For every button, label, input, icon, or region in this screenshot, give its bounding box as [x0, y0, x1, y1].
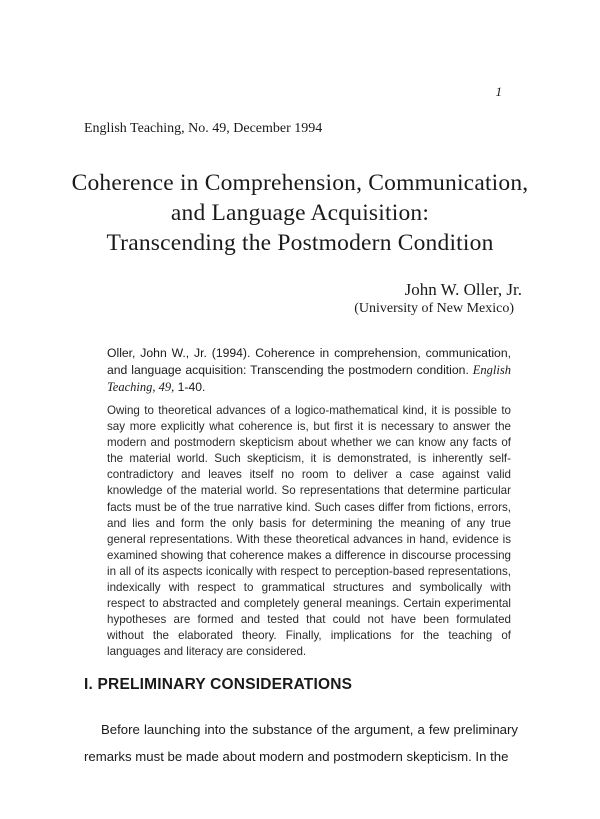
- citation-pages: 1-40.: [177, 380, 206, 394]
- page-number: 1: [495, 84, 502, 99]
- body-paragraph: Before launching into the substance of the argument, a few preliminary remarks must be made about modern and postmodern skepticism. In the: [84, 722, 518, 764]
- article-title: [40, 168, 560, 258]
- journal-header: English Teaching, No. 49, December 1994: [84, 121, 323, 136]
- title-line-1: Coherence in Comprehension, Communication,: [71, 170, 529, 196]
- title-line-3: Transcending the Postmodern Condition: [106, 230, 494, 256]
- author-affiliation: (University of New Mexico): [354, 301, 514, 316]
- citation-article-title: Coherence in comprehension, communication, and language acquisition: Transcending the postmodern condition.: [107, 346, 511, 377]
- section-heading: I. PRELIMINARY CONSIDERATIONS: [84, 676, 353, 693]
- citation-authors-year: Oller, John W., Jr. (1994).: [107, 346, 251, 360]
- citation: [107, 345, 511, 396]
- abstract: Owing to theoretical advances of a logico-mathematical kind, it is possible to say more explicitly what coherence is, but first it is necessary to answer the modern and postmodern skepticism about whether we can know any facts of the material world. Such skepticism, it is demonstrated, is inherently self-contradictory and leaves itself no room to deliver a case against valid knowledge of the material world. So representations that determine particular facts must be of the true narrative kind. Such cases differ from fictions, errors, and lies and form the only basis for determining the meaning of any true general representations. With these theoretical advances in hand, evidence is examined showing that coherence makes a difference in discourse processing in all of its aspects iconically with respect to perception-based representations, indexically with respect to grammatical structures and symbolically with respect to abstracted and completely general meanings. Certain experimental hypotheses are formed and tested that could not have been formulated without the elaborated theory. Finally, implications for the teaching of languages and literacy are considered.: [107, 404, 511, 659]
- citation-journal-volume: English Teaching, 49,: [107, 363, 511, 394]
- author-name: John W. Oller, Jr.: [404, 280, 522, 299]
- title-line-2: and Language Acquisition:: [170, 200, 430, 226]
